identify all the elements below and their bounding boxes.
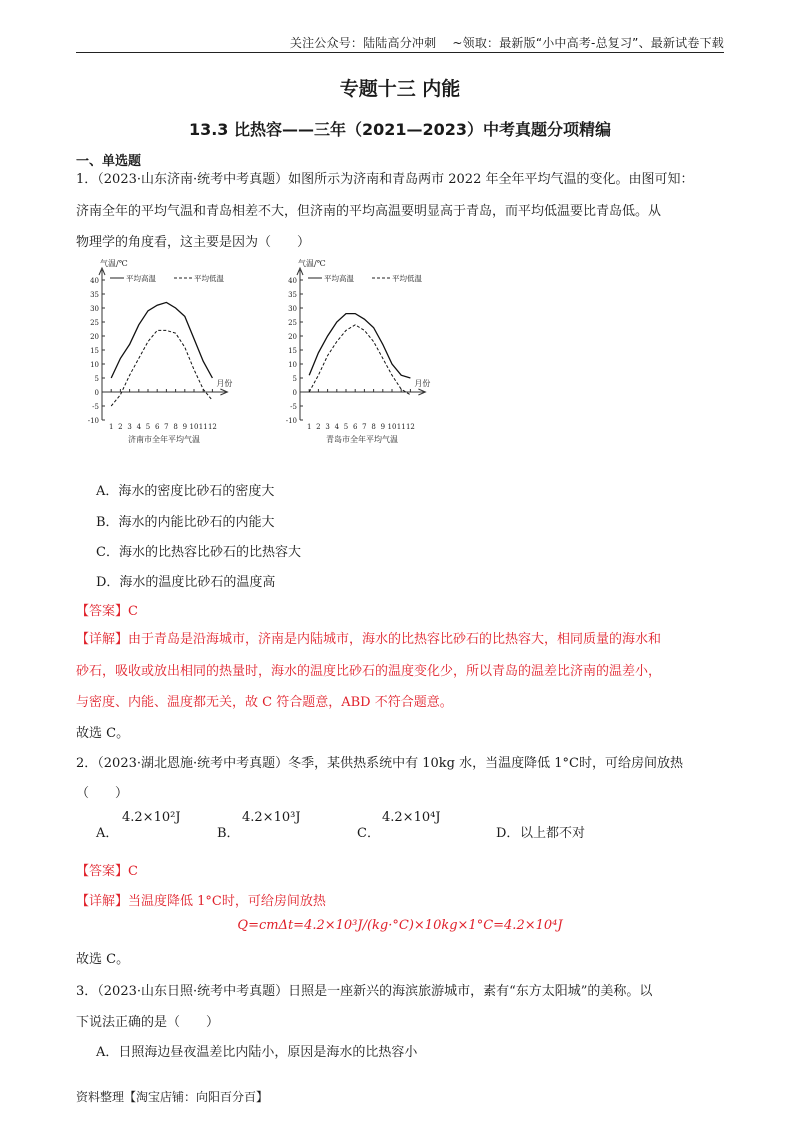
q2-option-b-letter: B．	[217, 826, 240, 841]
y-tick-label: 30	[288, 305, 297, 313]
section-heading: 一、单选题	[76, 154, 142, 169]
q2-option-a-letter: A．	[96, 826, 119, 841]
q2-answer: 【答案】C	[76, 864, 138, 879]
y-axis-label: 气温/℃	[298, 259, 326, 268]
x-tick-label: 11	[396, 423, 406, 431]
y-tick-label: 25	[90, 319, 99, 327]
q2-option-c-value: 4.2×10⁴J	[382, 810, 441, 825]
page-footer: 资料整理【淘宝店铺：向阳百分百】	[76, 1090, 269, 1104]
q1-line-3: 物理学的角度看，这主要是因为（ ）	[76, 235, 311, 250]
q1-answer: 【答案】C	[76, 604, 138, 619]
page-header: 关注公众号：陆陆高分冲刺 ~领取：最新版“小中高考-总复习”、最新试卷下载	[289, 36, 724, 50]
y-tick-label: 10	[288, 361, 297, 369]
q1-detail-1: 【详解】由于青岛是沿海城市，济南是内陆城市，海水的比热容比砂石的比热容大，相同质量的海水和	[76, 632, 662, 647]
page-title: 专题十三 内能	[339, 78, 461, 100]
y-tick-label: 25	[288, 319, 297, 327]
q2-option-c-letter: C．	[357, 826, 380, 841]
x-tick-label: 10	[189, 423, 199, 431]
q2-formula: Q=cmΔt=4.2×10³J/(kg·°C)×10kg×1°C=4.2×10⁴J	[237, 918, 563, 933]
q2-line-2: （ ）	[76, 786, 129, 801]
x-tick-label: 9	[380, 423, 386, 431]
y-tick-label: 40	[90, 277, 99, 285]
q2-option-d-value: 以上都不对	[520, 826, 586, 841]
y-tick-label: 30	[90, 305, 99, 313]
page-subtitle: 13.3 比热容——三年（2021—2023）中考真题分项精编	[188, 120, 612, 139]
q1-line-1: 1．（2023·山东济南·统考中考真题）如图所示为济南和青岛两市 2022 年全年平均气温的变化。由图可知：	[76, 172, 694, 187]
x-tick-label: 4	[136, 423, 142, 431]
q3-option-a: A．日照海边昼夜温差比内陆小，原因是海水的比热容小	[96, 1045, 418, 1060]
y-tick-label: 15	[90, 347, 99, 355]
series-line-low	[111, 330, 212, 406]
q1-option-a: A．海水的密度比砂石的密度大	[96, 484, 275, 499]
q2-option-d-letter: D．	[496, 826, 520, 841]
y-tick-label: 20	[90, 333, 99, 341]
q1-line-2: 济南全年的平均气温和青岛相差不大，但济南的平均高温要明显高于青岛，而平均低温要比青岛低。从	[76, 204, 662, 219]
y-tick-label: -5	[92, 403, 99, 411]
y-tick-label: 35	[288, 291, 297, 299]
y-tick-label: 35	[90, 291, 99, 299]
q3-line-1: 3．（2023·山东日照·统考中考真题）日照是一座新兴的海滨旅游城市，素有“东方太阳城”的美称。以	[76, 984, 653, 999]
x-tick-label: 6	[154, 423, 160, 431]
q2-detail: 【详解】当温度降低 1°C时，可给房间放热	[76, 894, 326, 909]
x-tick-label: 5	[343, 423, 349, 431]
chart-title: 青岛市全年平均气温	[326, 435, 398, 444]
legend-label-high: 平均高温	[324, 274, 354, 283]
y-tick-label: 40	[288, 277, 297, 285]
q2-option-a-value: 4.2×10²J	[122, 810, 181, 825]
y-tick-label: 5	[94, 375, 99, 383]
series-line-low	[309, 325, 410, 395]
series-line-high	[309, 314, 410, 378]
header-divider	[76, 52, 724, 53]
chart-title: 济南市全年平均气温	[128, 435, 200, 444]
chart-qingdao	[268, 254, 468, 454]
y-tick-label: -5	[290, 403, 297, 411]
x-tick-label: 2	[316, 423, 321, 431]
x-tick-label: 8	[371, 423, 376, 431]
x-tick-label: 1	[306, 423, 312, 431]
q1-detail-3: 与密度、内能、温度都无关，故 C 符合题意，ABD 不符合题意。	[76, 695, 453, 710]
x-tick-label: 4	[334, 423, 340, 431]
q3-line-2: 下说法正确的是（ ）	[76, 1015, 220, 1030]
legend-label-low: 平均低温	[194, 274, 224, 283]
x-tick-label: 10	[387, 423, 397, 431]
y-tick-label: 15	[288, 347, 297, 355]
x-tick-label: 12	[405, 423, 415, 431]
q1-option-d: D．海水的温度比砂石的温度高	[96, 575, 276, 590]
x-tick-label: 1	[108, 423, 114, 431]
x-axis-label: 月份	[414, 379, 431, 388]
series-line-high	[111, 302, 212, 378]
x-tick-label: 2	[118, 423, 123, 431]
x-tick-label: 7	[362, 423, 367, 431]
x-tick-label: 7	[164, 423, 169, 431]
y-tick-label: 0	[94, 389, 99, 397]
y-tick-label: 5	[292, 375, 297, 383]
y-axis-label: 气温/℃	[100, 259, 128, 268]
y-tick-label: 20	[288, 333, 297, 341]
chart-jinan	[70, 254, 270, 454]
y-tick-label: 10	[90, 361, 99, 369]
x-tick-label: 12	[207, 423, 217, 431]
x-tick-label: 5	[145, 423, 151, 431]
y-tick-label: 0	[292, 389, 297, 397]
q1-detail-2: 砂石，吸收或放出相同的热量时，海水的温度比砂石的温度变化少，所以青岛的温差比济南的温差小，	[76, 664, 662, 679]
x-tick-label: 9	[182, 423, 188, 431]
x-tick-label: 3	[127, 423, 132, 431]
legend-label-low: 平均低温	[392, 274, 422, 283]
x-tick-label: 3	[325, 423, 330, 431]
legend-label-high: 平均高温	[126, 274, 156, 283]
x-tick-label: 8	[173, 423, 178, 431]
q1-option-c: C．海水的比热容比砂石的比热容大	[96, 545, 301, 560]
q2-conclusion: 故选 C。	[76, 952, 130, 967]
y-tick-label: -10	[87, 417, 99, 425]
y-tick-label: -10	[285, 417, 297, 425]
q1-conclusion: 故选 C。	[76, 726, 130, 741]
x-tick-label: 11	[198, 423, 208, 431]
q2-option-b-value: 4.2×10³J	[242, 810, 301, 825]
q1-option-b: B．海水的内能比砂石的内能大	[96, 515, 275, 530]
x-tick-label: 6	[352, 423, 358, 431]
q2-line-1: 2．（2023·湖北恩施·统考中考真题）冬季，某供热系统中有 10kg 水，当温度降低 1°C时，可给房间放热	[76, 756, 683, 771]
x-axis-label: 月份	[216, 379, 233, 388]
